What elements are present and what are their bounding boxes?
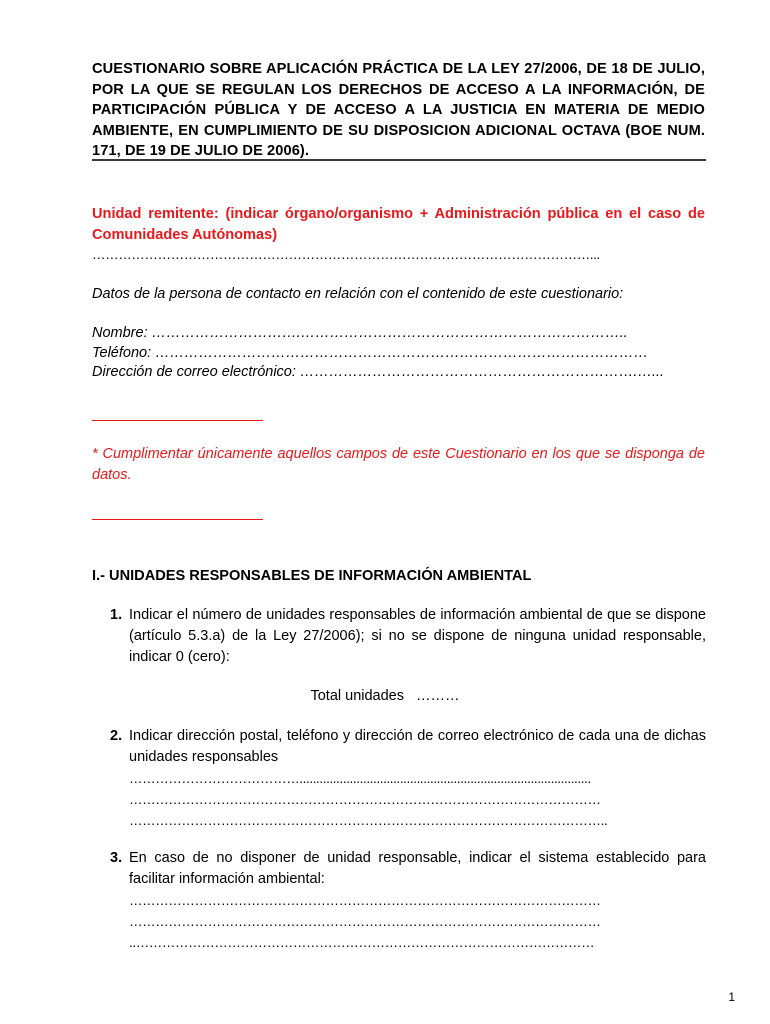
contact-name-field[interactable]: Nombre: ………………………….………………………………………………………….. [92, 325, 628, 341]
question-number: 1. [110, 607, 123, 623]
question-text: En caso de no disponer de unidad responsable, indicar el sistema establecido para facilitar información ambiental: [129, 850, 706, 887]
total-units [0, 686, 770, 706]
question-2 [110, 726, 706, 768]
sender-unit-field[interactable]: ……………………………………………………………………………………………………... [92, 247, 600, 262]
question-3-answer [129, 890, 706, 953]
section-heading: I.- UNIDADES RESPONSABLES DE INFORMACIÓN AMBIENTAL [92, 568, 532, 584]
answer-line[interactable]: …………………………………....................................................................................... [129, 771, 591, 786]
contact-intro: Datos de la persona de contacto en relación con el contenido de este cuestionario: [92, 286, 624, 302]
fill-note: * Cumplimentar únicamente aquellos campos de este Cuestionario en los que se disponga de datos. [92, 446, 705, 483]
question-text: Indicar el número de unidades responsables de información ambiental de que se dispone (artículo 5.3.a) de la Ley 27/2006); si no se dispone de ninguna unidad responsable, indicar 0 (cero): [129, 607, 706, 665]
question-1 [110, 605, 706, 668]
answer-line[interactable]: ……………………………………………………………………………………………….. [129, 813, 608, 828]
note-divider-top [92, 420, 263, 421]
title-underline [92, 159, 706, 161]
question-number: 2. [110, 728, 123, 744]
sender-unit-label: Unidad remitente: (indicar órgano/organismo + Administración pública en el caso de Comunidades Autónomas) [92, 206, 705, 243]
question-3 [110, 848, 706, 890]
answer-line[interactable]: ……………………………………………………………………………………………… [129, 914, 601, 929]
question-text: Indicar dirección postal, teléfono y dirección de correo electrónico de cada una de dichas unidades responsables [129, 728, 706, 765]
total-units-label: Total unidades [310, 688, 404, 704]
contact-phone-field[interactable]: Teléfono: ………………………………………………………………………………………… [92, 344, 649, 361]
page-number: 1 [728, 990, 735, 1004]
question-2-answer [129, 768, 706, 831]
answer-line[interactable]: ……………………………………………………………………………………………… [129, 792, 601, 807]
document-title: CUESTIONARIO SOBRE APLICACIÓN PRÁCTICA DE LA LEY 27/2006, DE 18 DE JULIO, POR LA QUE SE REGULAN LOS DERECHOS DE ACCESO A LA INFORMACIÓN, DE PARTICIPACIÓN PÚBLICA Y DE ACCESO A LA JUSTICIA EN MATERIA DE MEDIO AMBIENTE, EN CUMPLIMIENTO DE SU DISPOSICION ADICIONAL OCTAVA (BOE NUM. 171, DE 19 DE JULIO DE 2006). [92, 61, 705, 159]
answer-line[interactable]: ..…………………………………………………………………………………………… [129, 935, 595, 950]
contact-fields [92, 324, 705, 383]
note-divider-bottom [92, 519, 263, 520]
contact-email-field[interactable]: Dirección de correo electrónico: …………………………………………………………….…... [92, 364, 665, 381]
question-number: 3. [110, 850, 123, 866]
total-units-field[interactable]: ……… [416, 688, 460, 704]
answer-line[interactable]: ……………………………………………………………………………………………… [129, 893, 601, 908]
